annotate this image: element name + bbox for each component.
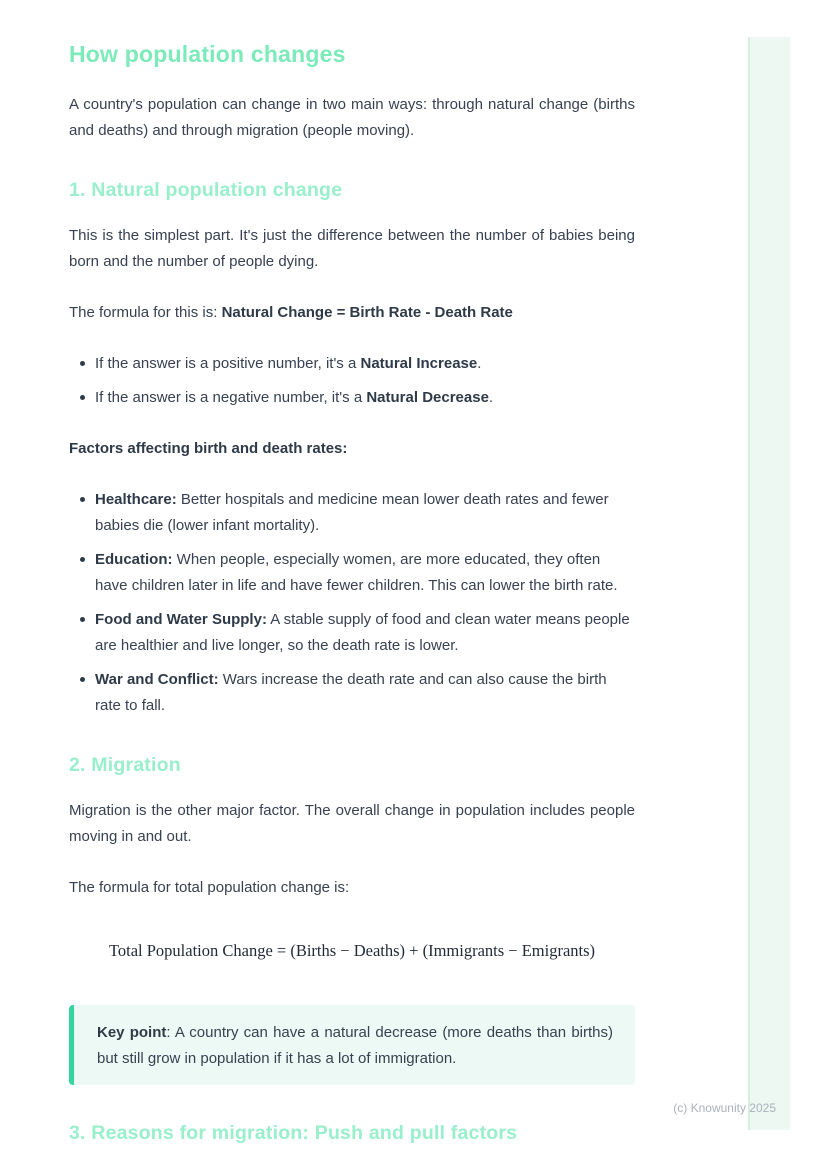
- factors-heading-text: Factors affecting birth and death rates:: [69, 440, 348, 457]
- factor-lead: Healthcare:: [95, 491, 177, 508]
- increase-decrease-list: [69, 351, 635, 411]
- list-item: [95, 487, 635, 539]
- natural-change-formula-line: [69, 300, 635, 326]
- key-point-text: [97, 1020, 613, 1072]
- document-content: [69, 40, 635, 1166]
- key-point-lead: Key point: [97, 1024, 167, 1041]
- total-change-formula-intro: The formula for total population change is:: [69, 879, 350, 896]
- intro-paragraph: A country's population can change in two main ways: through natural change (births and deaths) and through migration (people moving).: [69, 96, 635, 139]
- factor-lead: Education:: [95, 551, 173, 568]
- list-item-text: If the answer is a negative number, it's a: [95, 389, 367, 406]
- list-item-text: If the answer is a positive number, it's a: [95, 355, 361, 372]
- formula-label: The formula for this is:: [69, 304, 222, 321]
- factor-text: Better hospitals and medicine mean lower death rates and fewer babies die (lower infant mortality).: [95, 491, 609, 534]
- section-heading-push-pull: 3. Reasons for migration: Push and pull factors: [69, 1122, 518, 1144]
- list-item: [95, 607, 635, 659]
- list-item: [95, 385, 635, 411]
- list-item-text: .: [477, 355, 482, 372]
- list-item-bold: Natural Decrease: [366, 389, 489, 406]
- copyright-footer: (c) Knowunity 2025: [673, 1101, 776, 1115]
- migration-paragraph: Migration is the other major factor. The overall change in population includes people moving in and out.: [69, 802, 635, 845]
- section-heading-migration: 2. Migration: [69, 754, 181, 776]
- formula-bold: Natural Change = Birth Rate - Death Rate: [221, 304, 513, 321]
- factor-lead: Food and Water Supply:: [95, 611, 267, 628]
- factor-text: Wars increase the death rate and can also cause the birth rate to fall.: [95, 671, 607, 714]
- list-item-bold: Natural Increase: [360, 355, 478, 372]
- factor-lead: War and Conflict:: [95, 671, 219, 688]
- total-population-formula: Total Population Change = (Births − Deaths) + (Immigrants − Emigrants): [108, 941, 596, 960]
- factors-heading: [69, 436, 635, 462]
- list-item-text: .: [488, 389, 494, 406]
- factor-text: When people, especially women, are more educated, they often have children later in life and have fewer children. This can lower the birth rate.: [95, 551, 618, 594]
- factors-list: [69, 487, 635, 719]
- natural-change-paragraph: This is the simplest part. It's just the difference between the number of babies being born and the number of people dying.: [69, 227, 635, 270]
- list-item: [95, 667, 635, 719]
- key-point-body: : A country can have a natural decrease (more deaths than births) but still grow in population if it has a lot of immigration.: [97, 1024, 613, 1067]
- page-curl-strip: [748, 37, 790, 1130]
- page-title: How population changes: [69, 41, 346, 67]
- list-item: [95, 351, 635, 377]
- section-heading-natural-change: 1. Natural population change: [69, 179, 343, 201]
- factor-text: A stable supply of food and clean water means people are healthier and live longer, so the death rate is lower.: [95, 611, 630, 654]
- list-item: [95, 547, 635, 599]
- key-point-callout: [69, 1005, 635, 1085]
